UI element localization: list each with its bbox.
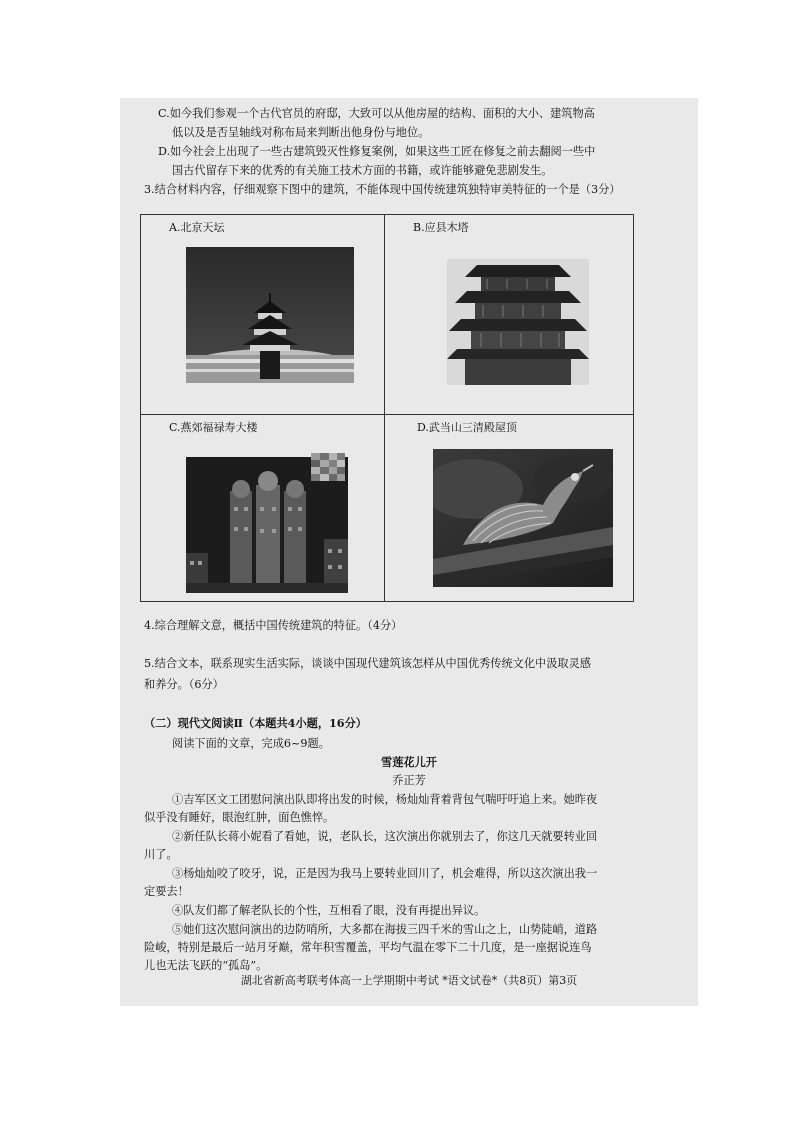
question-3: 3.结合材料内容，仔细观察下图中的建筑，不能体现中国传统建筑独特审美特征的一个是（3分）	[144, 183, 621, 196]
story-author: 乔正芳	[392, 774, 426, 787]
question-4: 4.综合理解文意，概括中国传统建筑的特征。（4分）	[144, 619, 403, 632]
paragraph-5-line-1: ⑤她们这次慰问演出的边防哨所，大多都在海拔三四千米的雪山之上，山势陡峭，道路	[172, 923, 598, 936]
story-title: 雪莲花儿开	[381, 755, 437, 769]
page-footer: 湖北省新高考联考体高一上学期期中考试 *语文试卷*（共8页）第3页	[240, 974, 578, 987]
option-d-line-2: 国古代留存下来的优秀的有关施工技术方面的书籍，或许能够避免悲剧发生。	[172, 164, 553, 177]
photo-yingxian-pagoda	[447, 259, 589, 385]
grid-divider-horizontal	[141, 414, 633, 415]
question-5-line-1: 5.结合文本，联系现实生活实际，谈谈中国现代建筑该怎样从中国优秀传统文化中汲取灵感	[144, 657, 591, 670]
paragraph-5-line-3: 儿也无法飞跃的“孤岛”。	[144, 959, 268, 972]
exam-page	[120, 98, 698, 1006]
pixelated-watermark	[311, 453, 345, 481]
grid-divider-vertical	[384, 215, 385, 601]
paragraph-2-line-2: 川了。	[144, 848, 178, 861]
option-c-line-2: 低以及是否呈轴线对称布局来判断出他身份与地位。	[172, 126, 430, 139]
option-c-line-1: C.如今我们参观一个古代官员的府邸，大致可以从他房屋的结构、面积的大小、建筑物高	[158, 107, 595, 120]
label-b-yingxian-pagoda: B.应县木塔	[413, 221, 469, 234]
paragraph-1-line-2: 似乎没有睡好，眼泡红肿，面色憔悴。	[144, 811, 335, 824]
paragraph-5-line-2: 险峻，特别是最后一站月牙巅，常年积雪覆盖，平均气温在零下二十几度，是一座据说连鸟	[144, 941, 592, 954]
photo-wudang-roof	[433, 449, 613, 587]
label-a-temple-of-heaven: A.北京天坛	[169, 221, 225, 234]
option-d-line-1: D.如今社会上出现了一些古建筑毁灭性修复案例，如果这些工匠在修复之前去翻阅一些中	[158, 145, 596, 158]
paragraph-2-line-1: ②新任队长蒋小妮看了看她，说，老队长，这次演出你就别去了，你这几天就要转业回	[172, 830, 598, 843]
question-5-line-2: 和养分。（6分）	[144, 678, 224, 691]
label-d-wudang-roof: D.武当山三清殿屋顶	[417, 421, 517, 434]
architecture-image-grid	[140, 214, 634, 602]
paragraph-3-line-2: 定要去！	[144, 885, 189, 898]
photo-temple-of-heaven	[186, 247, 354, 383]
paragraph-4: ④队友们都了解老队长的个性，互相看了眼，没有再提出异议。	[172, 904, 486, 917]
section-heading-modern-reading-2: （二）现代文阅读Ⅱ（本题共4小题，16分）	[144, 716, 367, 730]
reading-instruction: 阅读下面的文章，完成6~9题。	[172, 737, 330, 750]
paragraph-3-line-1: ③杨灿灿咬了咬牙，说，正是因为我马上要转业回川了，机会难得，所以这次演出我一	[172, 867, 598, 880]
label-c-fulushou-building: C.燕郊福禄寿大楼	[169, 421, 258, 434]
paragraph-1-line-1: ①吉军区文工团慰问演出队即将出发的时候，杨灿灿背着背包气喘吁吁追上来。她昨夜	[172, 793, 598, 806]
